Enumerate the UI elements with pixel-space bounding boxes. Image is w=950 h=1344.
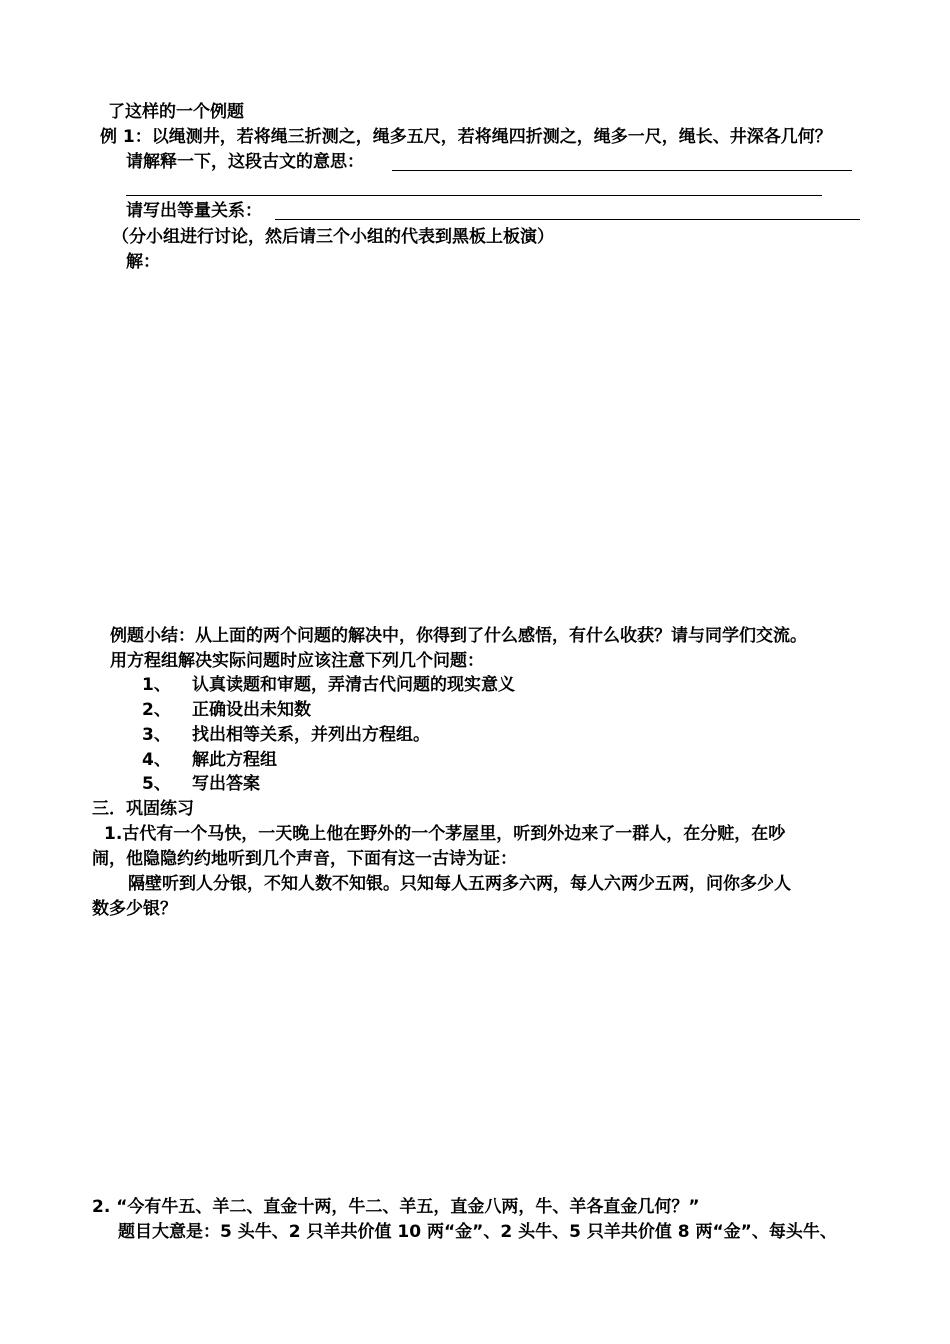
step-item: [142, 773, 260, 795]
step-item: [142, 724, 430, 746]
solution-label: 解：: [126, 252, 160, 272]
q1-poem-1: 隔壁听到人分银，不知人数不知银。只知每人五两多六两，每人六两少五两，问你多少人: [128, 874, 791, 894]
explain-answer-line-1[interactable]: [392, 170, 852, 171]
explain-prompt: 请解释一下，这段古文的意思：: [126, 152, 364, 172]
step-number: 1、: [142, 675, 171, 695]
step-number: 5、: [142, 774, 171, 794]
step-item: [142, 749, 277, 771]
step-text: 认真读题和审题，弄清古代问题的现实意义: [192, 675, 515, 695]
equal-prompt: 请写出等量关系：: [126, 201, 262, 221]
example1-problem-text: 以绳测井，若将绳三折测之，绳多五尺，若将绳四折测之，绳多一尺，绳长、井深各几何？: [151, 127, 832, 147]
step-text: 解此方程组: [192, 750, 277, 770]
q2-line-1: 2. “今有牛五、羊二、直金十两，牛二、羊五，直金八两，牛、羊各直金几何？”: [92, 1197, 700, 1217]
equal-answer-line[interactable]: [275, 219, 860, 220]
q1-poem-2: 数多少银？: [92, 899, 177, 919]
q1-line-2: 闹，他隐隐约约地听到几个声音，下面有这一古诗为证：: [92, 849, 517, 869]
explain-answer-line-2[interactable]: [126, 195, 822, 196]
q2-line-2: 题目大意是：5 头牛、2 只羊共价值 10 两“金”、2 头牛、5 只羊共价值 8 两“金”、每头牛、: [118, 1222, 837, 1242]
step-item: [142, 699, 311, 721]
step-text: 找出相等关系，并列出方程组。: [192, 725, 430, 745]
step-number: 3、: [142, 725, 171, 745]
summary-line-1: 例题小结：从上面的两个问题的解决中，你得到了什么感悟，有什么收获？请与同学们交流。: [110, 626, 807, 646]
example1-problem: [100, 126, 832, 148]
step-number: 2、: [142, 700, 171, 720]
section3-title: 三．巩固练习: [92, 799, 194, 819]
example1-label: 例 1：: [100, 127, 152, 147]
step-item: [142, 674, 515, 696]
step-text: 正确设出未知数: [192, 700, 311, 720]
summary-line-2: 用方程组解决实际问题时应该注意下列几个问题：: [110, 651, 484, 671]
q1-line-1: 1.古代有一个马快，一天晚上他在野外的一个茅屋里，听到外边来了一群人，在分赃，在吵: [104, 824, 786, 844]
group-note: （分小组进行讨论，然后请三个小组的代表到黑板上板演）: [112, 227, 554, 247]
step-text: 写出答案: [192, 774, 260, 794]
step-number: 4、: [142, 750, 171, 770]
intro-text: 了这样的一个例题: [108, 102, 244, 122]
